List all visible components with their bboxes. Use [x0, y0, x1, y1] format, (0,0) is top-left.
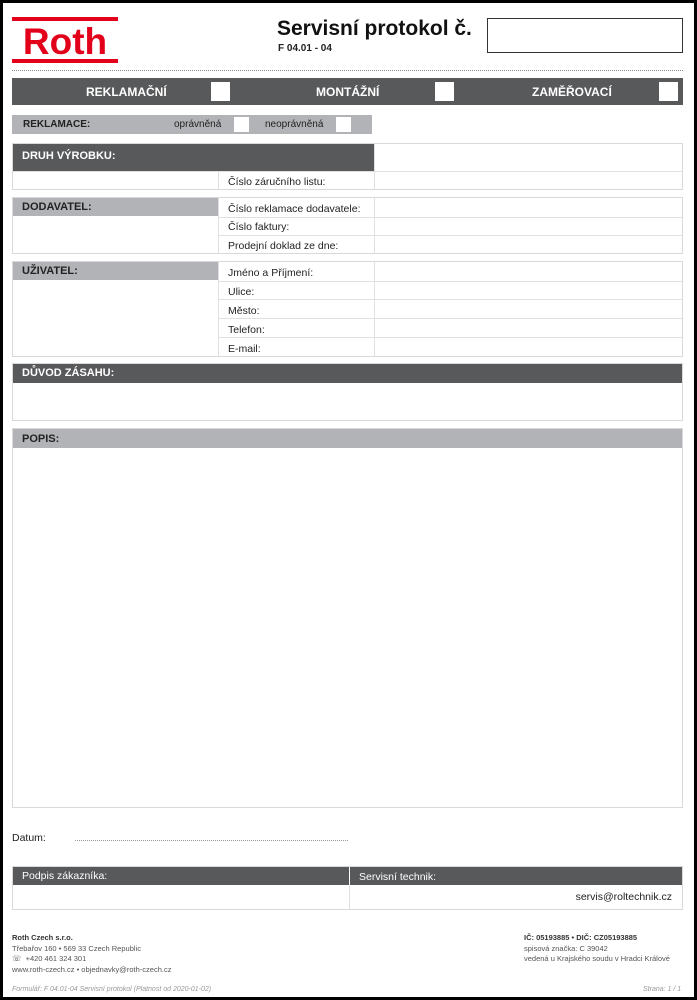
page-info: Strana: 1 / 1	[643, 986, 682, 993]
druh-vyrobku-block	[12, 143, 683, 190]
divider	[218, 171, 219, 189]
reklamace-row	[12, 115, 372, 134]
reklamacni-checkbox[interactable]	[211, 82, 230, 101]
podpis-zakaznika-label: Podpis zákazníka:	[22, 870, 108, 882]
datum-label: Datum:	[12, 832, 46, 844]
duvod-zasahu-field[interactable]	[13, 383, 682, 420]
company-web[interactable]: www.roth-czech.cz • objednavky@roth-czech.cz	[12, 964, 172, 974]
opravnena-checkbox[interactable]	[234, 117, 249, 132]
prodejni-doklad-field[interactable]	[375, 236, 682, 253]
company-address: Třebařov 160 • 569 33 Czech Republic	[12, 943, 141, 953]
roth-logo	[12, 17, 118, 63]
popis-header: POPIS:	[13, 429, 682, 448]
dodavatel-block	[12, 197, 683, 254]
reklamace-label: REKLAMACE:	[23, 119, 91, 130]
cislo-reklamace-dodavatele-field[interactable]	[375, 198, 682, 216]
company-phone: +420 461 324 301	[25, 954, 87, 963]
cislo-zarucniho-listu-field[interactable]	[375, 172, 682, 189]
druh-vyrobku-field[interactable]	[375, 144, 682, 171]
uzivatel-block	[12, 261, 683, 357]
signature-header	[13, 867, 682, 885]
druh-vyrobku-header: DRUH VÝROBKU:	[13, 144, 374, 171]
signature-block	[12, 866, 683, 910]
cislo-reklamace-dodavatele-label: Číslo reklamace dodavatele:	[228, 203, 361, 215]
telefon-label: Telefon:	[228, 324, 265, 336]
type-label-montazni: MONTÁŽNÍ	[316, 85, 380, 99]
cislo-zarucniho-listu-label: Číslo záručního listu:	[228, 176, 326, 188]
dodavatel-header: DODAVATEL:	[13, 198, 218, 216]
company-name: Roth Czech s.r.o.	[12, 933, 73, 942]
service-type-bar	[12, 78, 683, 105]
type-label-zamerovaci: ZAMĚŘOVACÍ	[532, 85, 612, 99]
company-phone-row	[12, 954, 171, 965]
telefon-field[interactable]	[375, 319, 682, 337]
mesto-label: Město:	[228, 305, 260, 317]
cislo-faktury-label: Číslo faktury:	[228, 221, 290, 233]
uzivatel-header: UŽIVATEL:	[13, 262, 218, 280]
type-label-reklamacni: REKLAMAČNÍ	[86, 85, 167, 99]
neopravnena-checkbox[interactable]	[336, 117, 351, 132]
phone-icon: ☏	[12, 954, 22, 963]
protocol-number-field[interactable]	[487, 18, 683, 53]
jmeno-label: Jméno a Příjmení:	[228, 267, 314, 279]
servisni-technik-label: Servisní technik:	[359, 871, 437, 883]
soud-info: vedená u Krajského soudu v Hradci Králové	[524, 954, 670, 963]
email-label: E-mail:	[228, 343, 261, 355]
servis-email[interactable]: servis@roltechnik.cz	[575, 891, 672, 903]
opravnena-label: oprávněná	[174, 119, 222, 130]
header-divider	[12, 70, 683, 71]
montazni-checkbox[interactable]	[435, 82, 454, 101]
divider	[218, 198, 219, 253]
neopravnena-label: neoprávněná	[265, 119, 324, 130]
page-title: Servisní protokol č.	[277, 17, 472, 40]
jmeno-field[interactable]	[375, 262, 682, 280]
duvod-zasahu-header: DŮVOD ZÁSAHU:	[13, 364, 682, 383]
podpis-zakaznika-field[interactable]	[13, 885, 349, 909]
zamerovaci-checkbox[interactable]	[659, 82, 678, 101]
logo-text: Roth	[22, 21, 108, 62]
ulice-field[interactable]	[375, 282, 682, 299]
form-page	[3, 3, 694, 997]
divider	[349, 867, 350, 885]
popis-field[interactable]	[13, 448, 682, 807]
uzivatel-field[interactable]	[13, 281, 218, 356]
divider	[218, 262, 219, 356]
email-field[interactable]	[375, 338, 682, 356]
dodavatel-field[interactable]	[13, 217, 218, 253]
spisova-znacka: spisová značka: C 39042	[524, 943, 608, 953]
popis-block	[12, 428, 683, 808]
registration-info	[524, 933, 670, 965]
mesto-field[interactable]	[375, 300, 682, 318]
prodejni-doklad-label: Prodejní doklad ze dne:	[228, 240, 339, 252]
datum-field[interactable]	[75, 840, 348, 841]
form-info: Formulář: F 04.01-04 Servisní protokol (Platnost od 2020-01-02)	[12, 986, 212, 993]
cislo-faktury-field[interactable]	[375, 218, 682, 235]
form-code: F 04.01 - 04	[278, 43, 332, 54]
duvod-zasahu-block	[12, 363, 683, 421]
ico-dic: IČ: 05193885 • DIČ: CZ05193885	[524, 933, 638, 942]
company-info	[12, 933, 171, 975]
ulice-label: Ulice:	[228, 286, 255, 298]
